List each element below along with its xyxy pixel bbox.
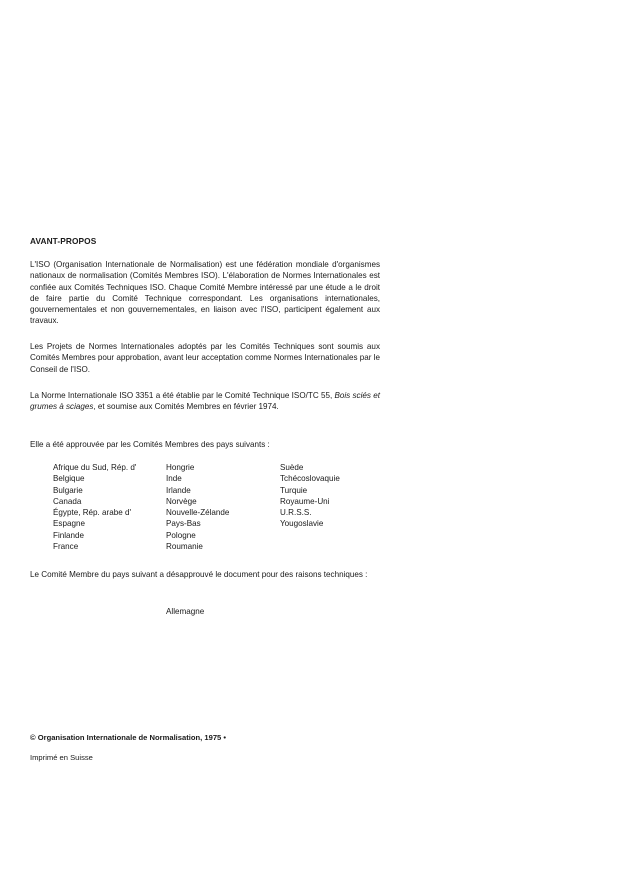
country-item: Espagne xyxy=(53,519,85,529)
country-item: Yougoslavie xyxy=(280,519,324,529)
paragraph-text: Elle a été approuvée par les Comités Membres des pays suivants : xyxy=(30,440,270,449)
country-item: Irlande xyxy=(166,485,191,495)
country-item: Hongrie xyxy=(166,463,195,472)
country-item: Nouvelle-Zélande xyxy=(166,508,230,518)
text-run: , et soumise aux Comités Membres en février 1974. xyxy=(93,402,279,412)
copyright-notice: © Organisation Internationale de Normalisation, 1975 • xyxy=(30,733,227,742)
printed-in-note: Imprimé en Suisse xyxy=(30,753,93,762)
paragraph-standard-origin xyxy=(30,390,380,413)
country-item: Belgique xyxy=(53,474,85,484)
text-run: La Norme Internationale ISO 3351 a été établie par le Comité Technique ISO/TC 55, xyxy=(30,391,335,400)
country-item: Royaume-Uni xyxy=(280,496,330,506)
country-item: Pays-Bas xyxy=(166,519,201,529)
paragraph-disapproval xyxy=(30,569,380,580)
country-item: Égypte, Rép. arabe d' xyxy=(53,508,132,518)
country-item: Norvège xyxy=(166,496,197,506)
section-heading: AVANT-PROPOS xyxy=(30,236,97,246)
country-column-3 xyxy=(280,462,340,530)
country-item: Pologne xyxy=(166,530,196,540)
paragraph-draft-standards xyxy=(30,341,380,375)
country-item: Tchécoslovaquie xyxy=(280,474,340,484)
country-item: Turquie xyxy=(280,485,308,495)
country-item: Bulgarie xyxy=(53,485,83,495)
paragraph-text: Le Comité Membre du pays suivant a désapprouvé le document pour des raisons techniques : xyxy=(30,570,368,579)
country-item: Finlande xyxy=(53,530,85,540)
paragraph-approval xyxy=(30,439,380,450)
disapproving-country: Allemagne xyxy=(166,607,205,616)
paragraph-iso-intro xyxy=(30,259,380,327)
country-item: Inde xyxy=(166,474,182,484)
country-item: Roumanie xyxy=(166,542,203,552)
country-column-1 xyxy=(53,462,136,552)
paragraph-text xyxy=(30,390,380,413)
country-column-2 xyxy=(166,462,229,552)
paragraph-text: L'ISO (Organisation Internationale de Normalisation) est une fédération mondiale d'organismes nationaux de normalisation (Comités Membres ISO). L'élaboration de Normes Internationales est confiée aux Comités Techniques ISO. Chaque Comité Membre intéressé par une étude a le droit de faire partie du Comité Technique correspondant. Les organisations internationales, gouvernementales et non gouvernementales, en liaison avec l'ISO, participent également aux travaux. xyxy=(30,260,380,326)
country-item: U.R.S.S. xyxy=(280,508,312,518)
paragraph-text: Les Projets de Normes Internationales adoptés par les Comités Techniques sont soumis aux Comités Membres pour approbation, avant leur acceptation comme Normes Internationales par le Conseil de l'ISO. xyxy=(30,342,381,374)
country-item: Canada xyxy=(53,496,82,506)
country-item: Suède xyxy=(280,463,304,472)
country-item: France xyxy=(53,542,79,552)
committee-title: Bois sciés et grumes à sciages xyxy=(30,391,380,412)
country-item: Afrique du Sud, Rép. d' xyxy=(53,463,137,472)
